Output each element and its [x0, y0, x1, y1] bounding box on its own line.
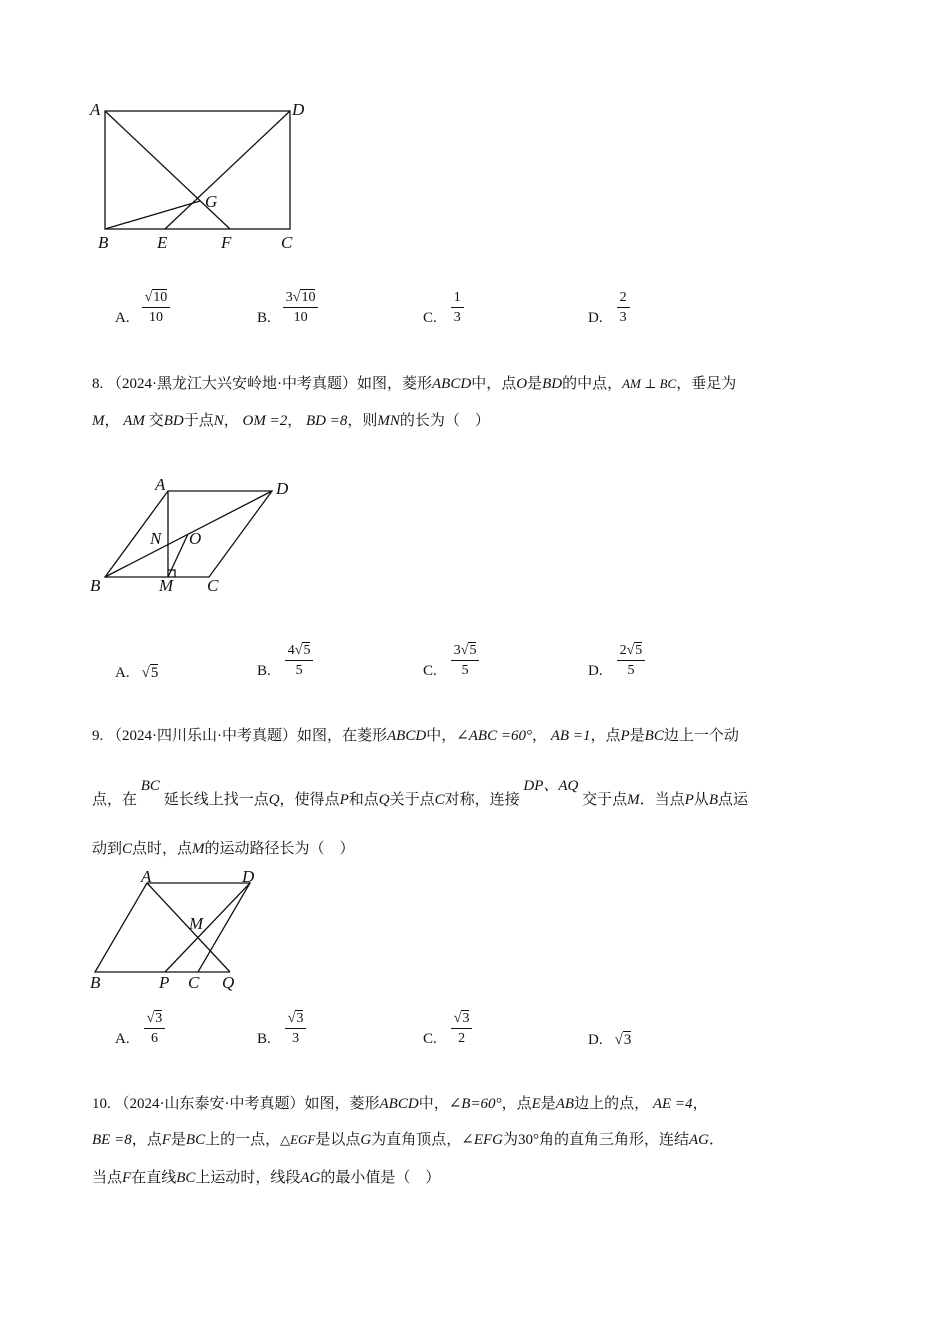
label-b: B	[90, 576, 101, 595]
q8-option-c[interactable]: C. $\frac{3√5}{5}$	[423, 641, 479, 680]
q9-line-2: 点，在 BC 延长线上找一点Q，使得点P和点Q关于点C对称，连接 DP、AQ 交于点M．当点P从B点运	[92, 778, 749, 808]
q8-option-b[interactable]: B. $\frac{4√5}{5}$	[257, 641, 313, 680]
segment-bg	[105, 201, 200, 229]
q8-line-1: 8. （2024·黑龙江大兴安岭地·中考真题）如图，菱形ABCD中，点O是BD的中点，AM ⊥ BC，垂足为	[92, 376, 737, 392]
segment-dp	[165, 883, 250, 972]
label-g: G	[205, 192, 218, 211]
label-n: N	[150, 529, 162, 548]
q7-option-c[interactable]: C. $\frac{1}{3}$	[423, 288, 464, 327]
label-b: B	[90, 973, 101, 992]
rectangle-abcd	[105, 111, 290, 229]
q7-option-b[interactable]: B. $\frac{3√10}{10}$	[257, 288, 318, 327]
label-c: C	[281, 233, 293, 252]
q10-line-2: BE =8，点F是BC上的一点，△EGF是以点G为直角顶点，∠EFG为30°角的直角三角形，连结AG．	[92, 1132, 725, 1148]
q8-option-d[interactable]: D. $\frac{2√5}{5}$	[588, 641, 645, 680]
label-q: Q	[222, 973, 235, 992]
label-a: A	[141, 867, 152, 886]
figure-q7	[85, 95, 325, 260]
q9-option-a[interactable]: A. $\frac{√3}{6}$	[115, 1009, 165, 1048]
label-m: M	[159, 576, 174, 595]
label-f: F	[221, 233, 232, 252]
label-d: D	[276, 479, 289, 498]
figure-q9	[85, 868, 275, 993]
q7-option-a[interactable]: A. $\frac{√10}{10}$	[115, 288, 170, 327]
q8-line-2: M， AM 交BD于点N， OM =2， BD =8，则MN的长为（ ）	[92, 413, 490, 429]
q9-line-3: 动到C点时，点M的运动路径长为（ ）	[92, 841, 355, 857]
label-m: M	[189, 914, 204, 933]
rhombus-abcd	[95, 883, 250, 972]
label-b: B	[98, 233, 109, 252]
label-e: E	[157, 233, 168, 252]
segment-af	[105, 111, 230, 229]
label-p: P	[159, 973, 170, 992]
segment-de	[165, 111, 290, 229]
q9-option-b[interactable]: B. $\frac{√3}{3}$	[257, 1009, 306, 1048]
q10-line-1: 10. （2024·山东泰安·中考真题）如图，菱形ABCD中，∠B=60°，点E是AB边上的点， AE =4，	[92, 1096, 708, 1112]
label-d: D	[292, 100, 305, 119]
label-d: D	[242, 867, 255, 886]
label-o: O	[189, 529, 202, 548]
q9-option-d[interactable]: D. √3	[588, 1032, 632, 1048]
label-c: C	[188, 973, 200, 992]
q8-option-a[interactable]: A. √5	[115, 665, 159, 681]
figure-q8	[85, 473, 315, 603]
q10-line-3: 当点F在直线BC上运动时，线段AG的最小值是（ ）	[92, 1170, 441, 1186]
label-a: A	[90, 100, 101, 119]
q9-option-c[interactable]: C. $\frac{√3}{2}$	[423, 1009, 472, 1048]
q9-line-1: 9. （2024·四川乐山·中考真题）如图，在菱形ABCD中，∠ABC =60°， AB =1，点P是BC边上一个动	[92, 728, 739, 744]
label-a: A	[155, 475, 166, 494]
label-c: C	[207, 576, 219, 595]
q7-option-d[interactable]: D. $\frac{2}{3}$	[588, 288, 630, 327]
